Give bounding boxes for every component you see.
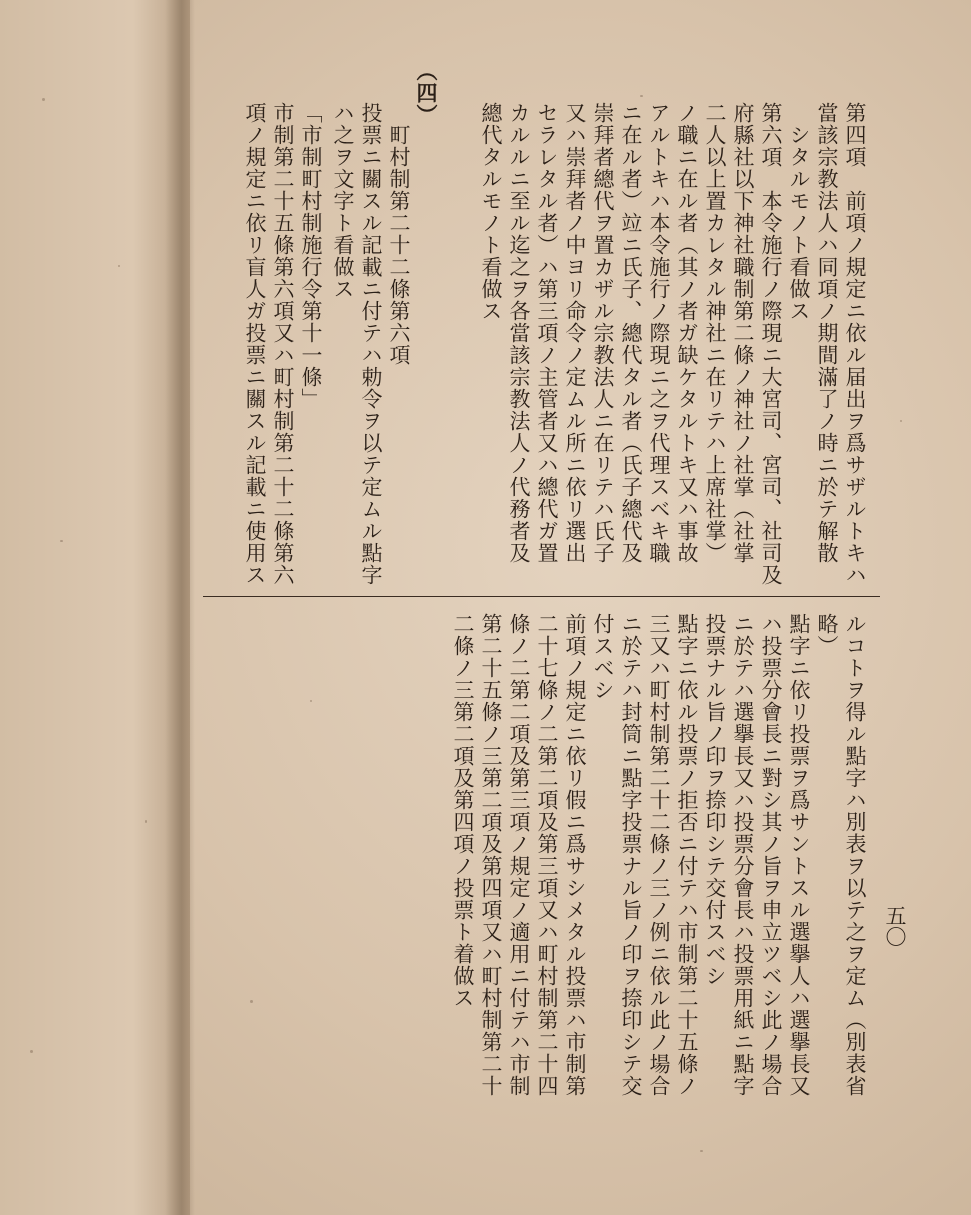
text-column: 二條ノ三第二項及第四項ノ投票ト着做ス: [451, 613, 475, 1009]
text-column: 投票ナル旨ノ印ヲ捺印シテ交付スベシ: [703, 613, 727, 987]
text-column: 點字ニ依リ投票ヲ爲サントスル選擧人ハ選擧長又: [787, 613, 811, 1097]
text-column: アルトキハ本令施行ノ際現ニ之ヲ代理スベキ職: [647, 102, 671, 564]
paper-speck: [310, 700, 312, 702]
text-column: 府縣社以下神社職制第二條ノ神社ノ社掌（社掌: [731, 102, 755, 564]
paper-speck: [60, 540, 63, 542]
text-column: 第二十五條ノ三第二項及第四項又ハ町村制第二十: [479, 613, 503, 1097]
text-column: 第六項 本令施行ノ際現ニ大宮司、宮司、社司及: [759, 102, 783, 586]
text-column: カルルニ至ル迄之ヲ各當該宗教法人ノ代務者及: [507, 102, 531, 564]
paper-speck: [145, 820, 147, 823]
text-column: 點字ニ依ル投票ノ拒否ニ付テハ市制第二十五條ノ: [675, 613, 699, 1097]
text-column: ニ於テハ封筒ニ點字投票ナル旨ノ印ヲ捺印シテ交: [619, 613, 643, 1097]
paper-speck: [700, 1150, 703, 1152]
text-column: 市制第二十五條第六項又ハ町村制第二十二條第六: [271, 102, 295, 586]
paper-speck: [118, 265, 120, 267]
text-column: 項ノ規定ニ依リ盲人ガ投票ニ關スル記載ニ使用ス: [243, 102, 267, 586]
text-column: 略）: [815, 613, 839, 657]
text-column: ニ於テハ選擧長又ハ投票分會長ハ投票用紙ニ點字: [731, 613, 755, 1097]
paper-speck: [42, 98, 45, 101]
text-column: ハ投票分會長ニ對シ其ノ旨ヲ申立ツベシ此ノ場合: [759, 613, 783, 1097]
text-column: 「市制町村制施行令第十一條」: [299, 102, 323, 410]
text-column: 第四項 前項ノ規定ニ依ル届出ヲ爲サザルトキハ: [843, 102, 867, 586]
text-column: ノ職ニ在ル者（其ノ者ガ缺ケタルトキ又ハ事故: [675, 102, 699, 564]
section-heading: （四）: [414, 60, 439, 126]
paper-speck: [30, 1050, 33, 1053]
text-column: 當該宗教法人ハ同項ノ期間滿了ノ時ニ於テ解散: [815, 102, 839, 564]
text-column: 崇拜者總代ヲ置カザル宗教法人ニ在リテハ氏子: [591, 102, 615, 564]
text-column: 又ハ崇拜者ノ中ヨリ命令ノ定ムル所ニ依リ選出: [563, 102, 587, 564]
facing-page-blank: [0, 0, 190, 1215]
text-column: シタルモノト看做ス: [787, 124, 811, 322]
paper-speck: [250, 1000, 253, 1003]
paper-speck: [900, 420, 902, 422]
text-column: 條ノ二第二項及第三項ノ規定ノ適用ニ付テハ市制: [507, 613, 531, 1097]
text-column: ルコトヲ得ル點字ハ別表ヲ以テ之ヲ定ム（別表省: [843, 613, 867, 1097]
text-column: 二人以上置カレタル神社ニ在リテハ上席社掌）: [703, 102, 727, 564]
paper-speck: [640, 95, 643, 97]
text-column: 前項ノ規定ニ依リ假ニ爲サシメタル投票ハ市制第: [563, 613, 587, 1097]
text-column: ハ之ヲ文字ト看做ス: [331, 102, 355, 300]
section-divider: [203, 596, 880, 597]
book-gutter: [165, 0, 195, 1215]
text-column: 三又ハ町村制第二十二條ノ三ノ例ニ依ル此ノ場合: [647, 613, 671, 1097]
text-column: 付スベシ: [591, 613, 615, 701]
text-column: 總代タルモノト看做ス: [479, 102, 503, 322]
page-number: 五〇: [883, 905, 907, 947]
text-column: 投票ニ關スル記載ニ付テハ勅令ヲ以テ定ムル點字: [359, 102, 383, 586]
text-column: セラレタル者）ハ第三項ノ主管者又ハ總代ガ置: [535, 102, 559, 564]
text-column: ニ在ル者）竝ニ氏子、總代タル者（氏子總代及: [619, 102, 643, 564]
text-column: 二十七條ノ二第二項及第三項又ハ町村制第二十四: [535, 613, 559, 1097]
text-column: 町村制第二十二條第六項: [387, 124, 411, 366]
